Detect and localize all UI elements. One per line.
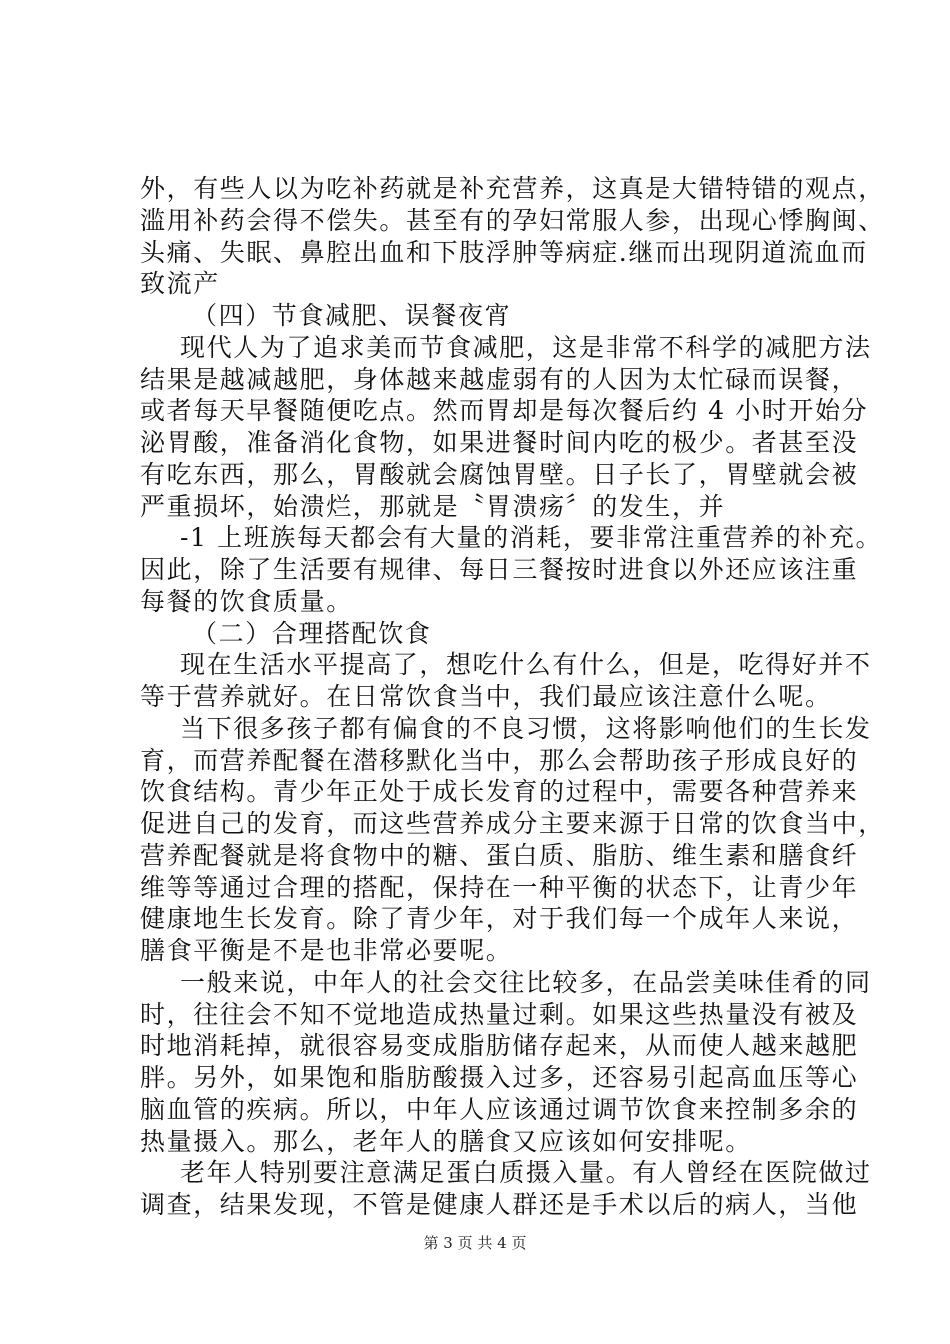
text-line: 现代人为了追求美而节食减肥，这是非常不科学的减肥方法 (180, 333, 872, 362)
text-line: 育，而营养配餐在潜移默化当中，那么会帮助孩子形成良好的 (140, 746, 859, 775)
text-line: 热量摄入。那么，老年人的膳食又应该如何安排呢。 (140, 1127, 752, 1156)
text-line: 每餐的饮食质量。 (140, 587, 353, 616)
text-line: 营养配餐就是将食物中的糖、蛋白质、脂肪、维生素和膳食纤 (140, 841, 859, 870)
text-line: 维等等通过合理的搭配，保持在一种平衡的状态下，让青少年 (140, 873, 859, 902)
text-line: 现在生活水平提高了，想吃什么有什么，但是，吃得好并不 (180, 650, 872, 679)
text-line: 脑血管的疾病。所以，中年人应该通过调节饮食来控制多余的 (140, 1095, 859, 1124)
text-line: 或者每天早餐随便吃点。然而胃却是每次餐后约 4 小时开始分 (140, 396, 869, 425)
text-line: -1 上班族每天都会有大量的消耗，要非常注重营养的补充。 (180, 523, 883, 552)
text-line: 严重损坏，始溃烂，那就是〝胃溃疡〞的发生，并 (140, 492, 726, 521)
text-line: 健康地生长发育。除了青少年，对于我们每一个成年人来说， (140, 904, 859, 933)
text-line: 一般来说，中年人的社会交往比较多，在品尝美味佳肴的同 (180, 968, 872, 997)
text-line: 泌胃酸，准备消化食物，如果进餐时间内吃的极少。者甚至没 (140, 428, 859, 457)
text-line: 饮食结构。青少年正处于成长发育的过程中，需要各种营养来 (140, 777, 859, 806)
text-line: 外，有些人以为吃补药就是补充营养，这真是大错特错的观点， (140, 174, 885, 203)
text-line: 等于营养就好。在日常饮食当中，我们最应该注意什么呢。 (140, 682, 832, 711)
text-line: 结果是越减越肥，身体越来越虚弱有的人因为太忙碌而误餐， (140, 365, 859, 394)
text-line: 促进自己的发育，而这些营养成分主要来源于日常的饮食当中， (140, 809, 885, 838)
text-line: 膳食平衡是不是也非常必要呢。 (140, 936, 513, 965)
section-heading: （二）合理搭配饮食 (192, 619, 432, 648)
text-line: 调查，结果发现，不管是健康人群还是手术以后的病人，当他 (140, 1190, 859, 1219)
page-number-footer: 第 3 页 共 4 页 (423, 1234, 527, 1252)
text-line: 胖。另外，如果饱和脂肪酸摄入过多，还容易引起高血压等心 (140, 1063, 859, 1092)
text-line: 当下很多孩子都有偏食的不良习惯，这将影响他们的生长发 (180, 714, 872, 743)
text-line: 致流产 (140, 269, 220, 298)
text-line: 时地消耗掉，就很容易变成脂肪储存起来，从而使人越来越肥 (140, 1031, 859, 1060)
text-line: 滥用补药会得不偿失。甚至有的孕妇常服人参，出现心悸胸闽、 (140, 206, 885, 235)
text-line: 因此，除了生活要有规律、每日三餐按时进食以外还应该注重 (140, 555, 859, 584)
text-line: 老年人特别要注意满足蛋白质摄入量。有人曾经在医院做过 (180, 1158, 872, 1187)
text-line: 头痛、失眠、鼻腔出血和下肢浮肿等病症.继而出现阴道流血而 (140, 238, 868, 267)
text-line: 时，往往会不知不觉地造成热量过剩。如果这些热量没有被及 (140, 1000, 859, 1029)
section-heading: （四）节食减肥、误餐夜宵 (192, 301, 512, 330)
text-line: 有吃东西，那么，胃酸就会腐蚀胃壁。日子长了，胃壁就会被 (140, 460, 859, 489)
